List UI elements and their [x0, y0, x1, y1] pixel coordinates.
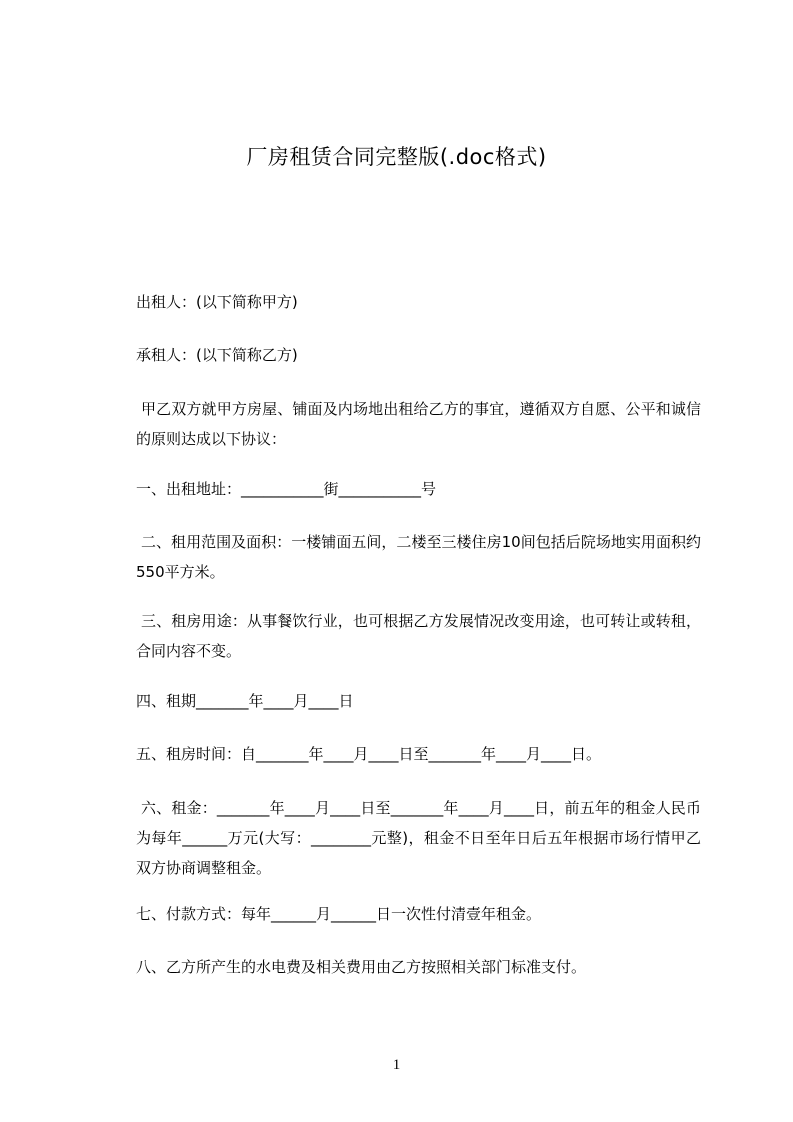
paragraph-clause-1: 一、出租地址：___________街___________号: [136, 480, 437, 498]
paragraph-clause-4: 四、租期_______年____月____日: [136, 692, 354, 710]
paragraph-preamble: 甲乙双方就甲方房屋、铺面及内场地出租给乙方的事宜，遵循双方自愿、公平和诚信的原则达成以下协议：: [136, 400, 701, 448]
paragraph-clause-3: 三、租房用途：从事餐饮行业，也可根据乙方发展情况改变用途，也可转让或转租，合同内容不变。: [136, 612, 701, 660]
paragraph-clause-7: 七、付款方式：每年______月______日一次性付清壹年租金。: [136, 905, 542, 923]
paragraph-clause-6: 六、租金：_______年____月____日至_______年____月____日，前五年的租金人民币为每年______万元(大写：________元整)，租金不日至年日后五年根据市场行情甲乙双方协商调整租金。: [136, 799, 701, 877]
page-number: 1: [392, 1057, 401, 1073]
paragraph-clause-2: 二、租用范围及面积：一楼铺面五间，二楼至三楼住房10间包括后院场地实用面积约550平方米。: [136, 533, 701, 581]
paragraph-lessee: 承租人：(以下简称乙方): [136, 346, 298, 364]
paragraph-clause-8: 八、乙方所产生的水电费及相关费用由乙方按照相关部门标准支付。: [136, 958, 587, 976]
paragraph-lessor: 出租人：(以下简称甲方): [136, 293, 298, 311]
paragraph-clause-5: 五、租房时间：自_______年____月____日至_______年____月____日。: [136, 745, 602, 763]
document-title: 厂房租赁合同完整版(.doc格式): [246, 145, 547, 169]
